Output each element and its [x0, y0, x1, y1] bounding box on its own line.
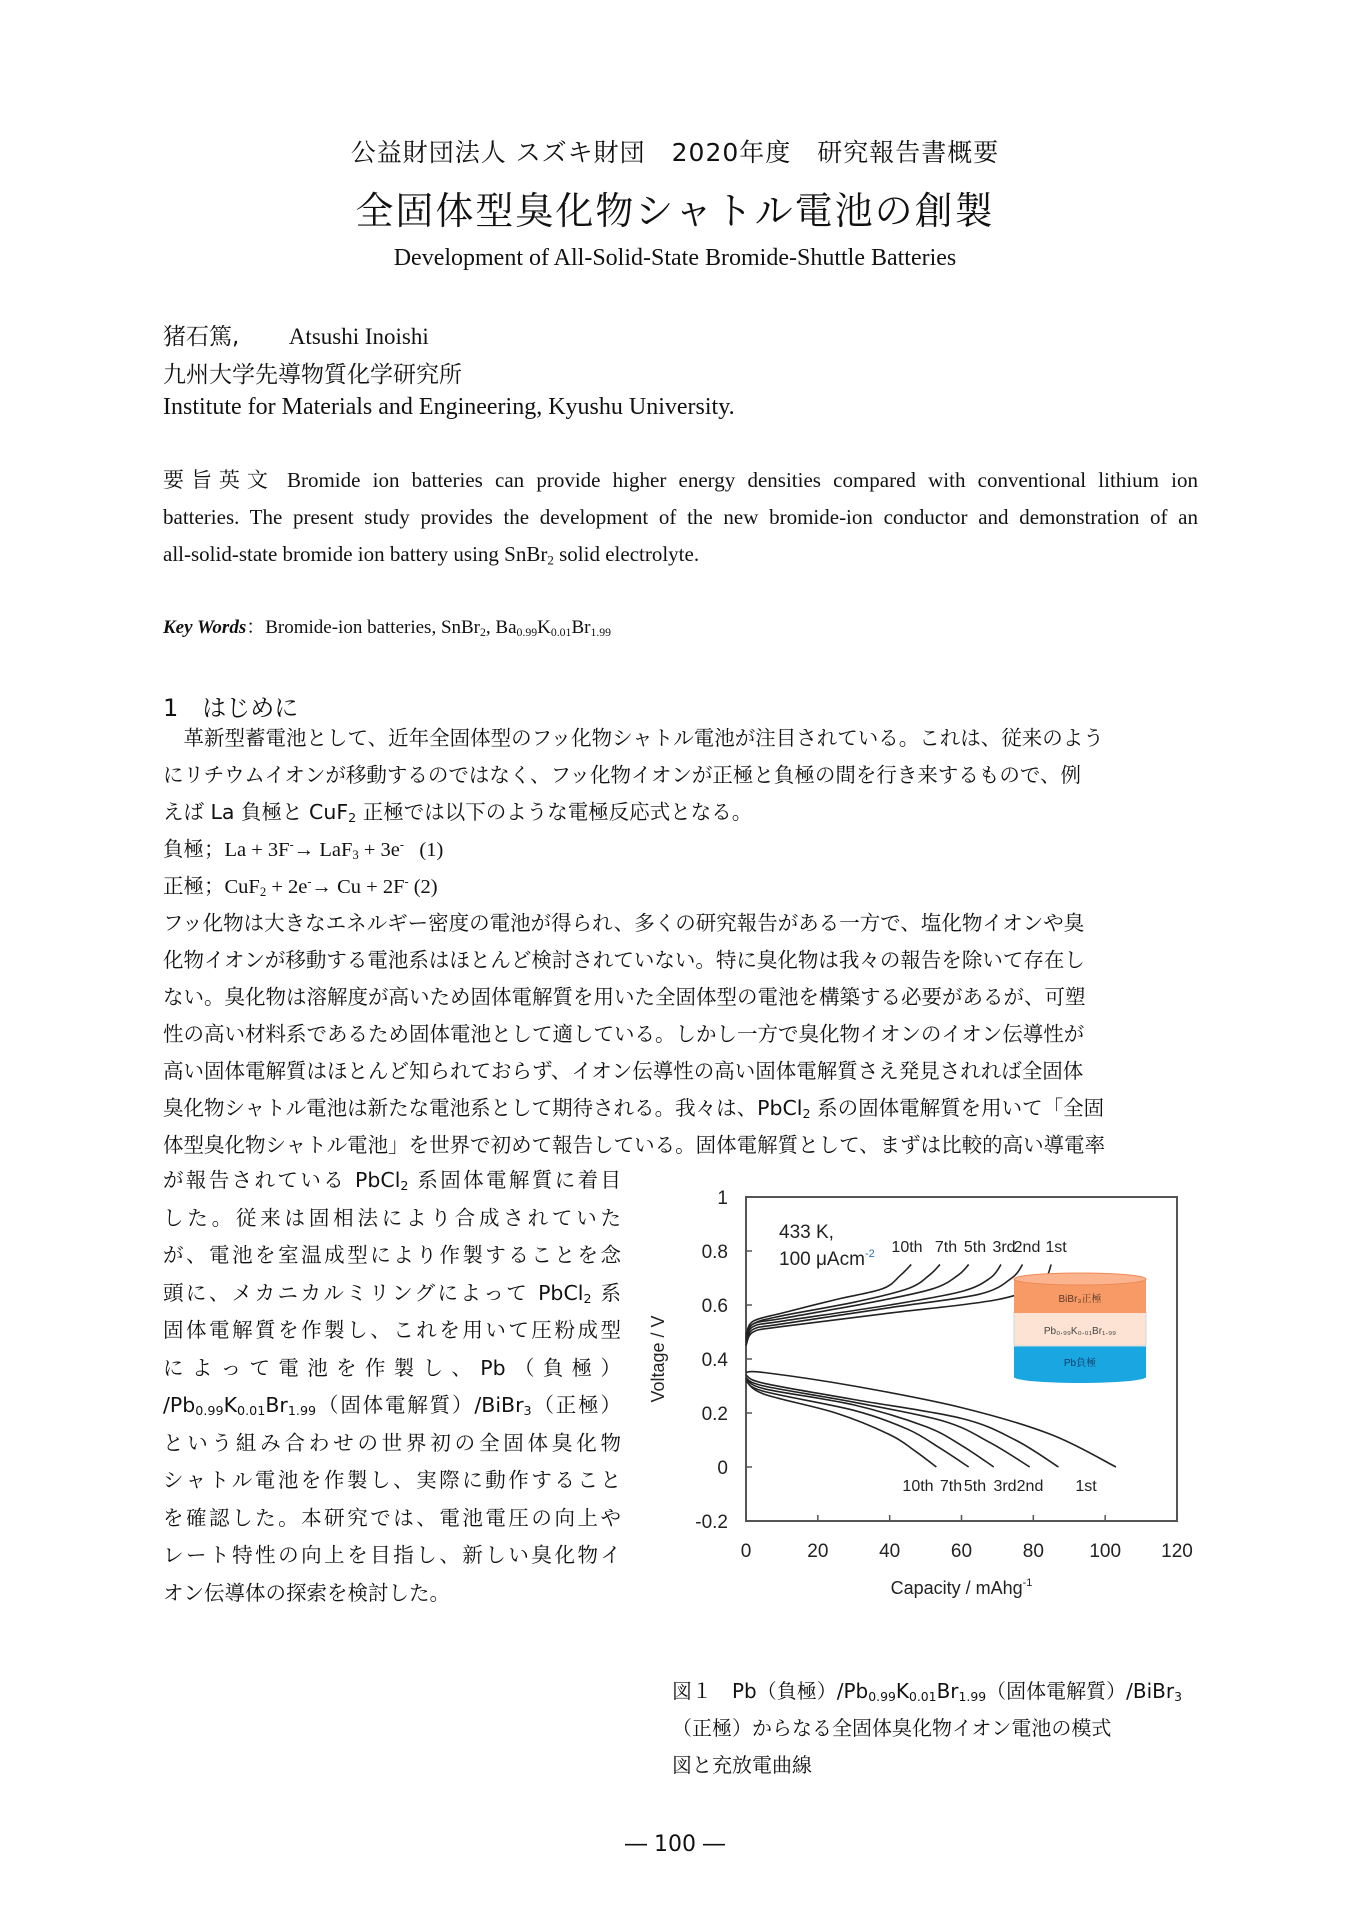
body-line: ない。臭化物は溶解度が高いため固体電解質を用いた全固体型の電池を構築する必要があるが、可塑	[163, 985, 1086, 1009]
section-heading-1: 1 はじめに	[163, 694, 299, 722]
body-line: 臭化物シャトル電池は新たな電池系として期待される。我々は、PbCl$_2$ 系の固体電解質を用いて「全固	[163, 1096, 1105, 1122]
svg-text:Pb₀.₉₉K₀.₀₁Br₁.₉₉: Pb₀.₉₉K₀.₀₁Br₁.₉₉	[1043, 1326, 1117, 1337]
svg-text:5th: 5th	[963, 1478, 987, 1495]
keywords-label: Key Words	[163, 617, 247, 638]
body-line: 頭に、メカニカルミリングによって PbCl$_2$ 系	[163, 1280, 621, 1306]
section-1-column-text	[163, 1162, 621, 1612]
caption-line: 図１ Pb（負極）$/Pb_{0.99}K_{0.01}Br_{1.99}$（固体電解質）/BiBr$_3$	[672, 1679, 1182, 1705]
report-series-line: 公益財団法人 スズキ財団 2020年度 研究報告書概要	[350, 138, 1000, 167]
svg-text:10th: 10th	[891, 1239, 923, 1256]
body-line: が報告されている PbCl$_2$ 系固体電解質に着目	[163, 1168, 621, 1194]
body-line: 固体電解質を作製し、これを用いて圧粉成型	[163, 1318, 621, 1342]
svg-text:2nd: 2nd	[1013, 1239, 1041, 1256]
body-line: $/Pb_{0.99}K_{0.01}Br_{1.99}$（固体電解質）/BiBr$_3$（正極）	[163, 1393, 621, 1419]
body-line: によって電池を作製し、Pb（負極）	[163, 1355, 621, 1380]
body-line: フッ化物は大きなエネルギー密度の電池が得られ、多くの研究報告がある一方で、塩化物イオンや臭	[163, 911, 1085, 935]
svg-text:80: 80	[1022, 1541, 1044, 1562]
svg-text:0.4: 0.4	[701, 1350, 728, 1371]
svg-text:10th: 10th	[902, 1478, 934, 1495]
author-name-en: Atsushi Inoishi	[288, 324, 429, 349]
svg-text:1: 1	[717, 1188, 728, 1209]
svg-text:0.6: 0.6	[701, 1296, 728, 1317]
page-title-jp: 全固体型臭化物シャトル電池の創製	[355, 189, 995, 233]
svg-text:1st: 1st	[1045, 1239, 1067, 1256]
svg-text:Capacity / mAhg-1: Capacity / mAhg$^{-1}$	[890, 1577, 1033, 1598]
body-line: 性の高い材料系であるため固体電池として適している。しかし一方で臭化物イオンのイオン伝導性が	[163, 1022, 1085, 1046]
body-line: オン伝導体の探索を検討した。	[163, 1580, 450, 1605]
svg-text:0.8: 0.8	[701, 1242, 728, 1263]
battery-schematic-inset	[1014, 1273, 1146, 1383]
svg-text:100 μAcm-2: 100 μAcm$^{-2}$	[779, 1248, 875, 1270]
body-line: 革新型蓄電池として、近年全固体型のフッ化物シャトル電池が注目されている。これは、従来のよう	[163, 726, 1104, 750]
equation-1: 負極；La + 3F-→ LaF$_3$ + 3e- (1)	[163, 837, 444, 863]
svg-text:60: 60	[950, 1541, 973, 1562]
abstract-line-3: all-solid-state bromide ion battery using SnBr$_2$ solid electrolyte.	[163, 542, 700, 568]
body-line: レート特性の向上を目指し、新しい臭化物イ	[163, 1543, 621, 1567]
body-line: にリチウムイオンが移動するのではなく、フッ化物イオンが正極と負極の間を行き来するもので、例	[163, 763, 1081, 787]
svg-text:0: 0	[717, 1458, 728, 1479]
body-line: 化物イオンが移動する電池系はほとんど検討されていない。特に臭化物は我々の報告を除いて存在し	[163, 948, 1085, 972]
svg-text:7th: 7th	[934, 1239, 958, 1256]
equation-2: 正極；CuF$_2$ + 2e-→ Cu + 2F- (2)	[163, 874, 438, 900]
svg-text:3rd: 3rd	[992, 1239, 1016, 1256]
svg-text:5th: 5th	[963, 1239, 987, 1256]
chart-canvas	[640, 1175, 1210, 1615]
abstract-line-2: batteries. The present study provides the development of the new bromide-ion conductor and demonstration of an	[163, 505, 1198, 529]
body-line: 体型臭化物シャトル電池」を世界で初めて報告している。固体電解質として、まずは比較的高い導電率	[163, 1133, 1106, 1157]
body-line: シャトル電池を作製し、実際に動作すること	[163, 1468, 621, 1492]
body-line: が、電池を室温成型により作製することを念	[163, 1243, 621, 1267]
author-name-jp: 猪石篤,	[163, 324, 240, 350]
svg-text:3rd: 3rd	[993, 1478, 1017, 1495]
svg-text:BiBr₃正極: BiBr₃正極	[1058, 1294, 1102, 1305]
svg-text:-0.2: -0.2	[695, 1512, 728, 1533]
author-line	[163, 318, 429, 351]
svg-text:7th: 7th	[939, 1478, 963, 1495]
caption-line: 図と充放電曲線	[672, 1753, 812, 1777]
page-number: ― 100 ―	[625, 1832, 725, 1857]
affiliation-en: Institute for Materials and Engineering, Kyushu University.	[163, 394, 735, 420]
body-line: を確認した。本研究では、電池電圧の向上や	[163, 1505, 621, 1530]
svg-text:100: 100	[1089, 1541, 1122, 1562]
abstract-line-1: 要旨英文 Bromide ion batteries can provide higher energy densities compared with conventional lithium ion	[163, 468, 1198, 492]
svg-text:Voltage / V: Voltage / V	[648, 1315, 668, 1403]
svg-text:0: 0	[740, 1541, 752, 1562]
section-1-body	[163, 720, 1198, 1164]
body-line: という組み合わせの世界初の全固体臭化物	[163, 1430, 621, 1455]
caption-line: （正極）からなる全固体臭化物イオン電池の模式	[672, 1716, 1112, 1740]
body-line: 高い固体電解質はほとんど知られておらず、イオン伝導性の高い固体電解質さえ発見されれば全固体	[163, 1059, 1084, 1083]
page-title-en: Development of All-Solid-State Bromide-Shuttle Batteries	[393, 245, 957, 271]
svg-text:433 K,: 433 K,	[779, 1222, 834, 1243]
keywords: Key Words：Bromide-ion batteries, SnBr$_2$, $Ba_{0.99}K_{0.01}Br_{1.99}$	[163, 616, 612, 639]
abstract-label: 要旨英文	[163, 468, 275, 492]
body-line: えば La 負極と CuF$_2$ 正極では以下のような電極反応式となる。	[163, 800, 753, 826]
affiliation-jp: 九州大学先導物質化学研究所	[163, 362, 462, 388]
body-line: した。従来は固相法により合成されていた	[163, 1205, 621, 1230]
figure-caption	[672, 1673, 1202, 1784]
abstract	[163, 462, 1198, 573]
svg-text:Pb負極: Pb負極	[1063, 1358, 1097, 1369]
svg-text:20: 20	[807, 1541, 829, 1562]
charge-discharge-chart	[640, 1175, 1210, 1615]
svg-text:40: 40	[879, 1541, 901, 1562]
svg-text:120: 120	[1161, 1541, 1193, 1562]
svg-text:0.2: 0.2	[701, 1404, 728, 1425]
svg-text:2nd: 2nd	[1016, 1478, 1044, 1495]
svg-text:1st: 1st	[1075, 1478, 1097, 1495]
